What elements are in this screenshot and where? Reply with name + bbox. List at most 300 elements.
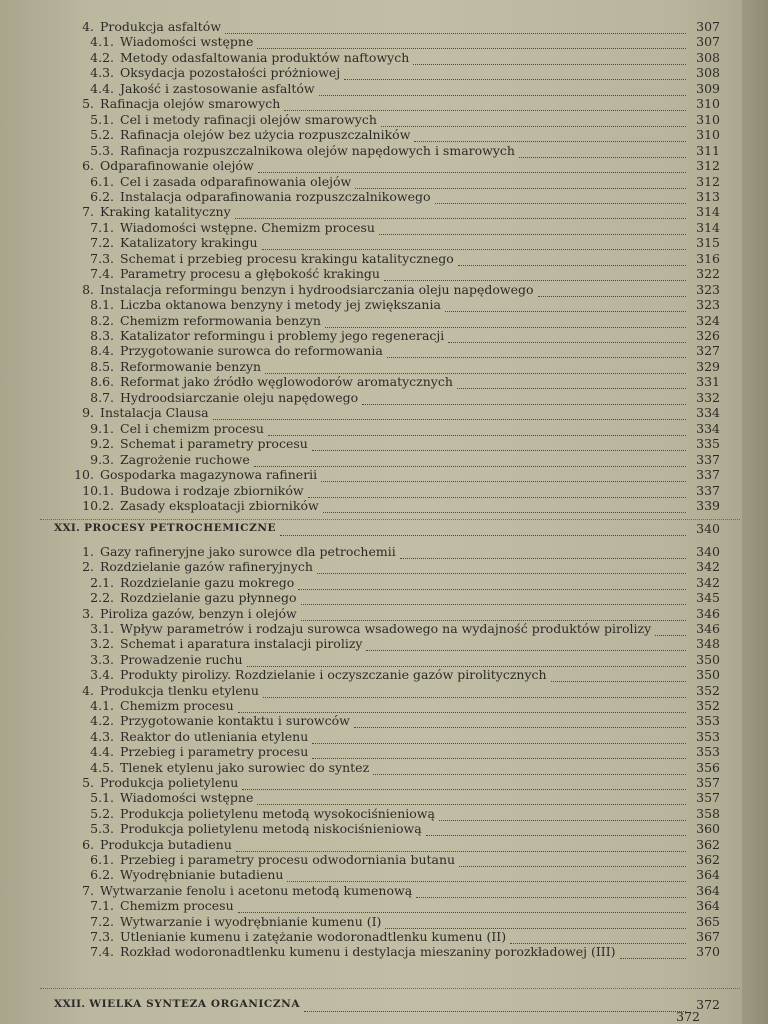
entry-number: 8.1.	[90, 297, 114, 313]
page-number: 307	[696, 19, 720, 34]
toc-entry	[0, 250, 720, 266]
entry-title: Wyodrębnianie butadienu	[120, 867, 284, 883]
page-number: 357	[696, 790, 720, 806]
toc-entry	[0, 697, 720, 713]
entry-title: Produkcja polietylenu	[100, 775, 239, 790]
entry-number: 5.	[82, 96, 94, 112]
toc-entry	[0, 234, 720, 250]
entry-number: 7.4.	[90, 266, 114, 282]
page-number: 352	[696, 698, 720, 713]
page-number: 329	[696, 358, 720, 374]
entry-number: 5.2.	[90, 805, 114, 821]
toc-entry	[0, 312, 720, 328]
leader-dots	[268, 422, 686, 436]
toc-entry	[0, 897, 720, 913]
entry-title: Reaktor do utleniania etylenu	[120, 728, 309, 744]
entry-title: Chemizm reformowania benzyn	[120, 312, 321, 328]
leader-dots	[400, 545, 686, 559]
entry-title: Produkcja butadienu	[100, 836, 232, 852]
entry-title: Instalacja reformingu benzyn i hydroodsiarczania oleju napędowego	[100, 281, 534, 297]
leader-dots	[213, 406, 686, 420]
page-number: 342	[696, 559, 720, 575]
entry-title: Utlenianie kumenu i zatężanie wodoronadtlenku kumenu (II)	[120, 929, 507, 944]
page-number: 370	[696, 944, 720, 960]
page-number: 358	[696, 805, 720, 821]
toc-entry	[0, 943, 720, 959]
entry-number: 9.	[82, 405, 94, 421]
entry-title: Zasady eksploatacji zbiorników	[120, 497, 319, 513]
entry-title: Przygotowanie kontaktu i surowców	[120, 713, 350, 729]
page-number: 310	[696, 111, 720, 127]
entry-title: Przebieg i parametry procesu odwodorniania butanu	[120, 852, 456, 867]
entry-number: 4.2.	[90, 49, 114, 65]
toc-entry	[0, 188, 720, 204]
leader-dots	[435, 190, 686, 204]
entry-title: Wiadomości wstępne	[120, 34, 254, 50]
entry-title: Produkcja polietylenu metodą niskociśnieniową	[120, 821, 422, 837]
entry-title: Wytwarzanie fenolu i acetonu metodą kumenową	[100, 882, 413, 898]
toc-entry	[0, 928, 720, 944]
leader-dots	[280, 522, 686, 536]
leader-dots	[257, 35, 686, 49]
entry-title: Katalizatory krakingu	[120, 235, 258, 251]
leader-dots	[551, 668, 686, 682]
page-number: 372	[676, 1009, 700, 1024]
page-number: 334	[696, 420, 720, 436]
leader-dots	[416, 884, 686, 898]
toc-entry	[0, 389, 720, 405]
entry-number: 5.	[82, 775, 94, 790]
leader-dots	[225, 20, 686, 34]
page-number: 365	[696, 913, 720, 929]
entry-number: 8.6.	[90, 374, 114, 390]
page-number: 364	[696, 867, 720, 883]
entry-title: Produkcja tlenku etylenu	[100, 682, 259, 698]
page-number: 353	[696, 744, 720, 760]
toc-entry	[0, 759, 720, 775]
leader-dots	[384, 267, 686, 281]
leader-dots	[381, 113, 686, 127]
entry-number: 4.	[82, 19, 94, 34]
toc-entry	[0, 404, 720, 420]
entry-number: 1.	[82, 544, 94, 559]
page-number: 331	[696, 374, 720, 390]
page-number: 323	[696, 281, 720, 297]
leader-dots	[235, 205, 686, 219]
toc-entry	[0, 805, 720, 821]
entry-title: Rozdzielanie gazów rafineryjnych	[100, 559, 313, 575]
leader-dots	[457, 375, 686, 389]
entry-title: Rozdzielanie gazu mokrego	[120, 574, 295, 590]
leader-dots	[236, 838, 686, 852]
entry-title: Piroliza gazów, benzyn i olejów	[100, 605, 297, 621]
page-number: 314	[696, 219, 720, 235]
entry-number: 9.1.	[90, 420, 114, 436]
leader-dots	[323, 499, 686, 513]
entry-title: Przygotowanie surowca do reformowania	[120, 343, 383, 359]
leader-dots	[354, 714, 686, 728]
toc-entry	[0, 64, 720, 80]
entry-number: 4.3.	[90, 65, 114, 81]
toc-entry	[0, 111, 720, 127]
entry-title: Gospodarka magazynowa rafinerii	[100, 467, 318, 483]
leader-dots	[355, 175, 686, 189]
toc-entry	[0, 712, 720, 728]
leader-dots	[620, 945, 686, 959]
toc-entry	[0, 836, 720, 852]
page-number: 362	[696, 836, 720, 852]
page-number: 353	[696, 728, 720, 744]
toc-entry	[0, 327, 720, 343]
entry-number: 5.3.	[90, 821, 114, 837]
page-number: 340	[696, 521, 720, 536]
toc-entry	[0, 466, 720, 482]
entry-number: 4.2.	[90, 713, 114, 729]
toc-entry	[0, 95, 720, 111]
entry-number: 9.3.	[90, 451, 114, 467]
page-number: 360	[696, 821, 720, 837]
entry-number: 6.	[82, 836, 94, 852]
toc-entry	[0, 866, 720, 882]
page-number: 312	[696, 158, 720, 174]
page-number: 327	[696, 343, 720, 359]
entry-title: Tlenek etylenu jako surowiec do syntez	[120, 759, 370, 775]
toc-entry	[0, 820, 720, 836]
entry-title: WIELKA SYNTEZA ORGANICZNA	[89, 998, 301, 1010]
leader-dots	[265, 360, 686, 374]
page-number: 308	[696, 49, 720, 65]
page-number: 324	[696, 312, 720, 328]
toc-entry	[0, 558, 720, 574]
toc-entry	[0, 589, 720, 605]
entry-title: Cel i metody rafinacji olejów smarowych	[120, 111, 377, 127]
leader-dots	[257, 791, 686, 805]
toc-entry	[0, 574, 720, 590]
entry-number: 8.3.	[90, 328, 114, 343]
leader-dots	[459, 853, 686, 867]
entry-number: 7.2.	[90, 235, 114, 251]
entry-title: Produkty pirolizy. Rozdzielanie i oczyszczanie gazów pirolitycznych	[120, 667, 547, 683]
entry-title: Wpływ parametrów i rodzaju surowca wsadowego na wydajność produktów pirolizy	[120, 621, 652, 636]
entry-title: Schemat i aparatura instalacji pirolizy	[120, 636, 363, 652]
page-number: 311	[696, 142, 720, 158]
toc-entry	[0, 620, 720, 636]
entry-title: Hydroodsiarczanie oleju napędowego	[120, 389, 359, 405]
leader-dots	[458, 252, 686, 266]
leader-dots	[510, 930, 686, 944]
entry-title: Reformat jako źródło węglowodorów aromatycznych	[120, 374, 453, 390]
leader-dots	[301, 591, 686, 605]
toc-entry	[0, 666, 720, 682]
entry-number: 3.4.	[90, 667, 114, 683]
entry-title: Budowa i rodzaje zbiorników	[120, 482, 304, 498]
entry-number: 4.4.	[90, 80, 114, 96]
entry-title: Rozkład wodoronadtlenku kumenu i destylacja mieszaniny porozkładowej (III)	[120, 944, 616, 960]
entry-title: Liczba oktanowa benzyny i metody jej zwiększania	[120, 297, 441, 313]
page-number: 356	[696, 759, 720, 775]
toc-entry	[0, 435, 720, 451]
leader-dots	[258, 159, 686, 173]
entry-number: 6.1.	[90, 852, 114, 867]
chapter-entry	[0, 520, 720, 536]
entry-number: 10.	[74, 467, 94, 483]
leader-dots	[262, 236, 686, 250]
entry-title: Katalizator reformingu i problemy jego regeneracji	[120, 328, 445, 343]
leader-dots	[254, 453, 686, 467]
page-number: 337	[696, 482, 720, 498]
entry-number: 3.2.	[90, 636, 114, 652]
page-number: 348	[696, 636, 720, 652]
toc-entry	[0, 728, 720, 744]
entry-number: 7.3.	[90, 929, 114, 944]
toc-entry	[0, 358, 720, 374]
entry-number: 5.2.	[90, 127, 114, 143]
leader-dots	[426, 822, 686, 836]
page-number: 364	[696, 882, 720, 898]
leader-dots	[284, 97, 686, 111]
entry-number: 10.2.	[82, 497, 114, 513]
leader-dots	[263, 684, 686, 698]
page-number: 313	[696, 188, 720, 204]
page-number: 315	[696, 235, 720, 251]
entry-title: Produkcja asfaltów	[100, 19, 222, 34]
toc-entry	[0, 49, 720, 65]
toc-entry	[0, 682, 720, 698]
toc-entry	[0, 18, 720, 34]
entry-number: 8.5.	[90, 358, 114, 374]
entry-number: 3.3.	[90, 651, 114, 667]
entry-title: Wiadomości wstępne	[120, 790, 254, 806]
leader-dots	[385, 915, 686, 929]
entry-number: 8.2.	[90, 312, 114, 328]
page-number: 346	[696, 605, 720, 621]
entry-number: 2.1.	[90, 574, 114, 590]
entry-title: Cel i zasada odparafinowania olejów	[120, 173, 352, 189]
page-number: 364	[696, 898, 720, 914]
entry-title: Instalacja odparafinowania rozpuszczalnikowego	[120, 188, 431, 204]
leader-dots	[308, 484, 686, 498]
toc-entry	[0, 296, 720, 312]
page-number: 316	[696, 250, 720, 266]
toc-entry	[0, 80, 720, 96]
leader-dots	[538, 283, 686, 297]
entry-number: 6.2.	[90, 188, 114, 204]
leader-dots	[379, 221, 686, 235]
toc-entry	[0, 743, 720, 759]
toc-entry	[0, 142, 720, 158]
entry-number: 3.1.	[90, 621, 114, 636]
leader-dots	[312, 730, 686, 744]
page-number: 310	[696, 127, 720, 143]
leader-dots	[387, 344, 686, 358]
toc-entry	[0, 882, 720, 898]
toc-entry	[0, 851, 720, 867]
toc-entry	[0, 281, 720, 297]
page-number: 322	[696, 266, 720, 282]
toc-entry	[0, 219, 720, 235]
leader-dots	[319, 82, 686, 96]
leader-dots	[519, 144, 686, 158]
page-edge	[742, 0, 768, 1024]
entry-number: 7.4.	[90, 944, 114, 960]
page-number: 350	[696, 667, 720, 683]
entry-title: Instalacja Clausa	[100, 405, 209, 421]
page-number: 310	[696, 96, 720, 112]
page-number: 339	[696, 497, 720, 513]
entry-title: Produkcja polietylenu metodą wysokociśnieniową	[120, 805, 435, 821]
entry-number: 3.	[82, 605, 94, 621]
entry-number: 7.2.	[90, 913, 114, 929]
entry-title: PROCESY PETROCHEMICZNE	[84, 522, 277, 534]
page-number: 337	[696, 467, 720, 483]
leader-dots	[287, 868, 686, 882]
entry-title: Zagrożenie ruchowe	[120, 451, 250, 467]
entry-title: Przebieg i parametry procesu	[120, 744, 309, 760]
toc-entry	[0, 451, 720, 467]
page-number: 337	[696, 451, 720, 467]
entry-number: 2.	[82, 559, 94, 575]
entry-number: 7.3.	[90, 250, 114, 266]
entry-title: Oksydacja pozostałości próżniowej	[120, 65, 341, 81]
toc-entry	[0, 420, 720, 436]
entry-number: 4.5.	[90, 759, 114, 775]
entry-title: Odparafinowanie olejów	[100, 158, 254, 174]
entry-number: 5.3.	[90, 142, 114, 158]
entry-number: 7.	[82, 204, 94, 220]
leader-dots	[238, 699, 686, 713]
entry-title: Rozdzielanie gazu płynnego	[120, 590, 297, 606]
leader-dots	[298, 576, 686, 590]
entry-title: Chemizm procesu	[120, 698, 234, 713]
page-number: 352	[696, 682, 720, 698]
entry-number: 4.1.	[90, 698, 114, 713]
toc-entry	[0, 789, 720, 805]
page-number: 340	[696, 544, 720, 559]
toc-entry	[0, 635, 720, 651]
toc-entry	[0, 265, 720, 281]
page-number: 362	[696, 852, 720, 867]
entry-number: 7.1.	[90, 219, 114, 235]
entry-title: Cel i chemizm procesu	[120, 420, 264, 436]
toc-entry	[0, 126, 720, 142]
page-number: 309	[696, 80, 720, 96]
toc-entry	[0, 605, 720, 621]
toc-entry	[0, 33, 720, 49]
entry-title: Reformowanie benzyn	[120, 358, 262, 374]
entry-number: 2.2.	[90, 590, 114, 606]
page-number: 345	[696, 590, 720, 606]
entry-number: 8.	[82, 281, 94, 297]
page-number: 334	[696, 405, 720, 421]
section-divider	[40, 988, 740, 989]
page-number: 307	[696, 34, 720, 50]
toc-entry	[0, 913, 720, 929]
leader-dots	[238, 899, 686, 913]
entry-title: Rafinacja rozpuszczalnikowa olejów napędowych i smarowych	[120, 142, 515, 158]
entry-number: 6.2.	[90, 867, 114, 883]
leader-dots	[414, 128, 686, 142]
page-number: 367	[696, 929, 720, 944]
entry-number: 4.4.	[90, 744, 114, 760]
leader-dots	[325, 314, 686, 328]
toc-entry	[0, 774, 720, 790]
entry-title: Jakość i zastosowanie asfaltów	[120, 80, 315, 96]
toc-entry	[0, 373, 720, 389]
page-number: 353	[696, 713, 720, 729]
entry-title: Wytwarzanie i wyodrębnianie kumenu (I)	[120, 913, 382, 929]
entry-number: 5.1.	[90, 790, 114, 806]
entry-number: 5.1.	[90, 111, 114, 127]
entry-number: 6.1.	[90, 173, 114, 189]
entry-title: Prowadzenie ruchu	[120, 651, 243, 667]
page-number: 308	[696, 65, 720, 81]
entry-title: Schemat i parametry procesu	[120, 436, 308, 452]
entry-number: 7.1.	[90, 898, 114, 914]
entry-number: XXII.	[54, 998, 86, 1010]
entry-number: 4.3.	[90, 728, 114, 744]
page-number: 346	[696, 621, 720, 636]
toc-entry	[0, 651, 720, 667]
leader-dots	[439, 807, 686, 821]
leader-dots	[373, 761, 686, 775]
page-number: 332	[696, 389, 720, 405]
page-number: 312	[696, 173, 720, 189]
leader-dots	[301, 607, 686, 621]
leader-dots	[445, 298, 686, 312]
toc-entry	[0, 342, 720, 358]
entry-title: Rafinacja olejów smarowych	[100, 96, 281, 112]
entry-number: 7.	[82, 882, 94, 898]
leader-dots	[344, 66, 686, 80]
page-number: 314	[696, 204, 720, 220]
page-number: 357	[696, 775, 720, 790]
leader-dots	[655, 622, 686, 636]
leader-dots	[362, 391, 686, 405]
stray-page-number-row	[0, 1008, 700, 1024]
toc-entry	[0, 203, 720, 219]
entry-number: 6.	[82, 158, 94, 174]
entry-number: XXI.	[54, 522, 81, 534]
toc-entry	[0, 173, 720, 189]
leader-dots	[321, 468, 686, 482]
leader-dots	[312, 745, 686, 759]
entry-title: Gazy rafineryjne jako surowce dla petrochemii	[100, 544, 396, 559]
entry-title: Kraking katalityczny	[100, 204, 231, 220]
entry-title: Chemizm procesu	[120, 898, 234, 914]
page-number: 350	[696, 651, 720, 667]
leader-dots	[366, 637, 686, 651]
entry-title: Wiadomości wstępne. Chemizm procesu	[120, 219, 375, 235]
page-number: 335	[696, 436, 720, 452]
entry-title: Rafinacja olejów bez użycia rozpuszczalników	[120, 127, 411, 143]
leader-dots	[242, 776, 686, 790]
page-number: 342	[696, 574, 720, 590]
entry-number: 10.1.	[82, 482, 114, 498]
entry-title: Schemat i przebieg procesu krakingu katalitycznego	[120, 250, 454, 266]
entry-number: 4.	[82, 682, 94, 698]
entry-title: Parametry procesu a głębokość krakingu	[120, 266, 380, 282]
toc-entry	[0, 482, 720, 498]
leader-dots	[247, 653, 686, 667]
entry-title: Metody odasfaltowania produktów naftowych	[120, 49, 410, 65]
page-number: 372	[696, 997, 720, 1012]
toc-entry	[0, 543, 720, 559]
entry-number: 8.4.	[90, 343, 114, 359]
leader-dots	[317, 560, 686, 574]
toc-entry	[0, 497, 720, 513]
leader-dots	[448, 329, 686, 343]
entry-number: 4.1.	[90, 34, 114, 50]
